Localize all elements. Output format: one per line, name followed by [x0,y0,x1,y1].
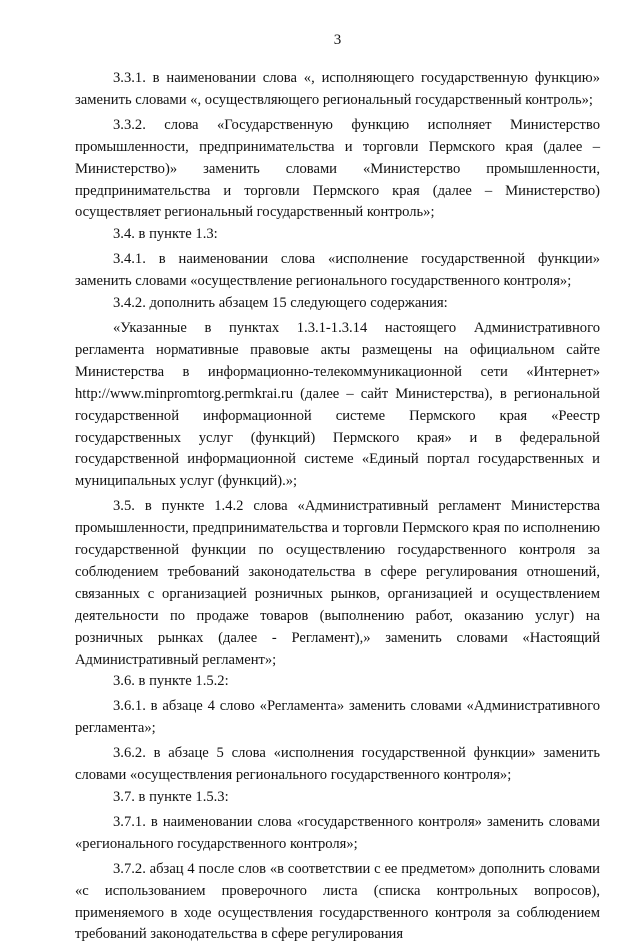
paragraph-3-6: 3.6. в пункте 1.5.2: [113,673,229,690]
paragraph-3-6-1: 3.6.1. в абзаце 4 слово «Регламента» заменить словами «Административного регламента»; [75,698,600,737]
paragraph-3-5: 3.5. в пункте 1.4.2 слова «Административный регламент Министерства промышленности, предпринимательства и торговли Пермского края по исполнению государственной функции по осуществлению государственного контроля за соблюдением требований законодательства в сфере регулирования отношений, связанных с организацией розничных рынков, организацией и осуществлением деятельности по продаже товаров (выполнению работ, оказанию услуг) на розничных рынках (далее - Регламент),» заменить словами «Настоящий Административный регламент»; [75,498,600,668]
paragraph-3-4-2: 3.4.2. дополнить абзацем 15 следующего содержания: [113,295,448,312]
paragraph-3-3-2: 3.3.2. слова «Государственную функцию исполняет Министерство промышленности, предпринимательства и торговли Пермского края (далее – Министерство)» заменить словами «Министерство промышленности, предпринимательства и торговли Пермского края (далее – Министерство) осуществляет региональный государственный контроль»; [75,116,600,221]
document-body [75,68,600,946]
paragraph-3-4: 3.4. в пункте 1.3: [113,226,218,243]
paragraph-3-6-2: 3.6.2. в абзаце 5 слова «исполнения государственной функции» заменить словами «осуществления регионального государственного контроля»; [75,745,600,784]
paragraph-quoted-addition: «Указанные в пунктах 1.3.1-1.3.14 настоящего Административного регламента нормативные правовые акты размещены на официальном сайте Министерства в информационно-телекоммуникационной сети «Интернет» http://www.minpromtorg.permkrai.ru (далее – сайт Министерства), в региональной государственной информационной системе Пермского края «Реестр государственных услуг (функций) Пермского края» и в федеральной государственной информационной системе «Единый портал государственных и муниципальных услуг (функций).»; [75,319,600,490]
paragraph-3-4-1: 3.4.1. в наименовании слова «исполнение государственной функции» заменить словами «осуществление регионального государственного контроля»; [75,251,600,290]
paragraph-3-3-1: 3.3.1. в наименовании слова «, исполняющего государственную функцию» заменить словами «, осуществляющего региональный государственный контроль»; [75,70,600,108]
page-number: 3 [333,32,342,48]
paragraph-3-7-2: 3.7.2. абзац 4 после слов «в соответствии с ее предметом» дополнить словами «с использованием проверочного листа (списка контрольных вопросов), применяемого в ходе осуществления государственного контроля за соблюдением требований законодательства в сфере регулирования [75,860,600,943]
paragraph-3-7-1: 3.7.1. в наименовании слова «государственного контроля» заменить словами «регионального государственного контроля»; [75,813,600,852]
paragraph-3-7: 3.7. в пункте 1.5.3: [113,789,229,805]
